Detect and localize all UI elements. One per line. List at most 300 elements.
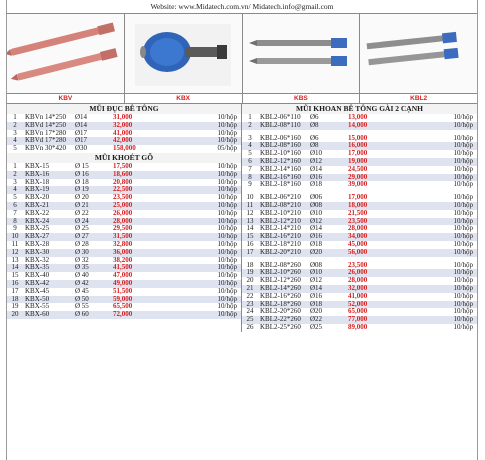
table-row	[7, 145, 241, 153]
price: 21,500	[348, 209, 368, 217]
diameter: Ø 55	[75, 303, 89, 311]
price: 32,000	[113, 121, 133, 129]
table-row	[242, 194, 477, 202]
diameter: Ø18	[310, 300, 323, 308]
photo-kbx	[125, 14, 243, 93]
diameter: Ø16	[310, 173, 323, 181]
row-number: 12	[11, 248, 19, 256]
product-code: KBX-50	[25, 295, 50, 303]
row-number: 3	[13, 129, 17, 137]
diameter: Ø 24	[75, 217, 89, 225]
product-code: KBL2-10*210	[260, 209, 301, 217]
diameter: Ø 35	[75, 264, 89, 272]
row-number: 5	[13, 194, 17, 202]
table-row	[242, 174, 477, 182]
table-row	[7, 272, 241, 280]
diameter: Ø16	[310, 292, 323, 300]
row-number: 26	[246, 323, 254, 331]
product-labels	[7, 94, 477, 104]
table-row	[7, 257, 241, 265]
table-row	[242, 122, 477, 130]
pack-unit: 10/hộp	[217, 248, 237, 256]
table-row	[7, 296, 241, 304]
table-row	[7, 186, 241, 194]
row-number: 15	[246, 233, 254, 241]
product-code: KBL2-08*260	[260, 261, 301, 269]
pack-unit: 10/hộp	[453, 284, 473, 292]
product-code: KBX-60	[25, 311, 50, 319]
table-row	[242, 262, 477, 270]
pack-unit: 10/hộp	[453, 300, 473, 308]
table-row	[7, 210, 241, 218]
row-number: 21	[246, 284, 254, 292]
pack-unit: 10/hộp	[453, 308, 473, 316]
price: 39,000	[348, 181, 368, 189]
chisel-image	[7, 14, 124, 93]
diameter: Ø12	[310, 157, 323, 165]
row-number: 7	[13, 209, 17, 217]
row-number: 9	[248, 181, 252, 189]
table-row	[242, 166, 477, 174]
website-header: Website: www.Midatech.com.vn/ Midatech.info@gmail.com	[7, 0, 477, 14]
sds-bit-image	[360, 14, 477, 93]
label-kbv: KBV	[7, 94, 125, 103]
pack-unit: 10/hộp	[453, 323, 473, 331]
pack-unit: 10/hộp	[453, 134, 473, 142]
diameter: Ø08	[310, 201, 323, 209]
price: 158,000	[113, 145, 136, 153]
pack-unit: 10/hộp	[217, 217, 237, 225]
product-code: KBX-16	[25, 170, 50, 178]
section-title-concrete-chisel: MŨI ĐỤC BÊ TÔNG	[7, 104, 241, 114]
product-code: KBL2-14*160	[260, 165, 301, 173]
product-code: KBL2-16*160	[260, 173, 301, 181]
row-number: 7	[248, 165, 252, 173]
price: 23,500	[348, 261, 368, 269]
product-code: KBL2-16*260	[260, 292, 301, 300]
row-number: 13	[246, 217, 254, 225]
pack-unit: 10/hộp	[453, 142, 473, 150]
product-photos	[7, 14, 477, 94]
diameter: Ø 27	[75, 233, 89, 241]
product-code: KBVn 30*420	[25, 145, 67, 153]
price: 28,000	[348, 277, 368, 285]
product-code: KBL2-25*260	[260, 323, 301, 331]
row-number: 11	[246, 201, 254, 209]
pack-unit: 10/hộp	[217, 209, 237, 217]
product-code: KBL2-14*210	[260, 225, 301, 233]
row-number: 18	[11, 295, 19, 303]
table-row	[7, 264, 241, 272]
pack-unit: 10/hộp	[453, 150, 473, 158]
photo-kbl2	[360, 14, 477, 93]
price: 18,000	[348, 201, 368, 209]
row-number: 13	[11, 256, 19, 264]
product-code: KBX-22	[25, 209, 50, 217]
label-kbx: KBX	[125, 94, 243, 103]
table-row	[7, 202, 241, 210]
price: 22,500	[113, 186, 133, 194]
row-number: 19	[11, 303, 19, 311]
diameter: Ø22	[310, 316, 323, 324]
row-number: 2	[13, 170, 17, 178]
price: 34,000	[348, 233, 368, 241]
pack-unit: 10/hộp	[453, 209, 473, 217]
table-row	[242, 301, 477, 309]
price: 52,000	[348, 300, 368, 308]
pack-unit: 10/hộp	[217, 178, 237, 186]
pack-unit: 10/hộp	[217, 225, 237, 233]
product-code: KBX-35	[25, 264, 50, 272]
table-row	[7, 311, 241, 319]
product-code: KBX-40	[25, 272, 50, 280]
row-number: 17	[11, 287, 19, 295]
pack-unit: 10/hộp	[453, 316, 473, 324]
diameter: Ø 28	[75, 240, 89, 248]
price: 32,800	[113, 240, 133, 248]
diameter: Ø6	[310, 114, 319, 121]
diameter: Ø14	[310, 284, 323, 292]
table-row	[242, 269, 477, 277]
row-number: 5	[13, 145, 17, 153]
table-row	[7, 194, 241, 202]
diameter: Ø08	[310, 261, 323, 269]
product-code: KBX-25	[25, 225, 50, 233]
table-row	[7, 288, 241, 296]
table-row	[242, 241, 477, 249]
pack-unit: 10/hộp	[453, 157, 473, 165]
table-row	[242, 181, 477, 189]
product-code: KBL2-14*260	[260, 284, 301, 292]
left-price-column	[7, 104, 242, 332]
row-number: 8	[13, 217, 17, 225]
table-row	[242, 135, 477, 143]
table-row	[242, 324, 477, 332]
pack-unit: 10/hộp	[217, 129, 237, 137]
product-code: KBL2-12*210	[260, 217, 301, 225]
diameter: Ø20	[310, 248, 323, 256]
table-row	[242, 233, 477, 241]
table-row	[7, 163, 241, 171]
section-title-wood-hole-saw: MŨI KHOÉT GỖ	[7, 153, 241, 163]
row-number: 20	[246, 277, 254, 285]
row-number: 2	[13, 121, 17, 129]
price: 24,500	[348, 165, 368, 173]
diameter: Ø 19	[75, 186, 89, 194]
product-code: KBL2-12*260	[260, 277, 301, 285]
product-code: KBL2-06*160	[260, 134, 301, 142]
table-row	[242, 142, 477, 150]
diameter: Ø 40	[75, 272, 89, 280]
price: 28,000	[348, 225, 368, 233]
row-number: 17	[246, 248, 254, 256]
row-number: 24	[246, 308, 254, 316]
diameter: Ø6	[310, 134, 319, 142]
concrete-chisel-table	[7, 114, 241, 153]
product-code: KBX-30	[25, 248, 50, 256]
price: 16,000	[348, 142, 368, 150]
price: 15,000	[348, 134, 368, 142]
diameter: Ø 50	[75, 295, 89, 303]
diameter: Ø 60	[75, 311, 89, 319]
product-code: KBX-28	[25, 240, 50, 248]
price: 41,500	[113, 264, 133, 272]
product-code: KBL2-18*260	[260, 300, 301, 308]
price: 26,000	[348, 269, 368, 277]
pack-unit: 10/hộp	[217, 137, 237, 145]
diameter: Ø10	[310, 269, 323, 277]
table-row	[242, 225, 477, 233]
row-number: 19	[246, 269, 254, 277]
product-code: KBX-21	[25, 201, 50, 209]
price: 42,000	[113, 137, 133, 145]
price: 59,000	[113, 295, 133, 303]
pack-unit: 10/hộp	[217, 264, 237, 272]
table-row	[7, 225, 241, 233]
product-code: KBL2-06*110	[260, 114, 301, 121]
table-row	[242, 158, 477, 166]
pack-unit: 10/hộp	[217, 272, 237, 280]
pack-unit: 10/hộp	[217, 114, 237, 121]
product-code: KBX-15	[25, 162, 50, 170]
table-row	[7, 280, 241, 288]
diameter: Ø12	[310, 217, 323, 225]
diameter: Ø17	[75, 129, 88, 137]
wood-bit-image	[125, 14, 242, 93]
price: 45,000	[348, 240, 368, 248]
product-code: KBL2-12*160	[260, 157, 301, 165]
product-code: KBX-42	[25, 279, 50, 287]
price: 20,800	[113, 178, 133, 186]
row-number: 10	[246, 194, 254, 202]
row-number: 3	[13, 178, 17, 186]
row-number: 20	[11, 311, 19, 319]
row-number: 2	[248, 121, 252, 129]
table-row	[7, 249, 241, 257]
table-row	[7, 171, 241, 179]
diameter: Ø 32	[75, 256, 89, 264]
product-code: KBL2-20*210	[260, 248, 301, 256]
product-code: KBL2-10*260	[260, 269, 301, 277]
diameter: Ø18	[310, 181, 323, 189]
price: 31,500	[113, 233, 133, 241]
label-kbs: KBS	[243, 94, 361, 103]
pack-unit: 10/hộp	[453, 201, 473, 209]
price: 65,000	[348, 308, 368, 316]
product-code: KBX-45	[25, 287, 50, 295]
row-number: 8	[248, 173, 252, 181]
table-row	[242, 316, 477, 324]
product-code: KBL2-22*260	[260, 316, 301, 324]
row-number: 23	[246, 300, 254, 308]
price: 65,500	[113, 303, 133, 311]
table-row	[7, 218, 241, 226]
price: 47,000	[113, 272, 133, 280]
photo-kbv	[7, 14, 125, 93]
row-number: 1	[248, 114, 252, 121]
row-number: 12	[246, 209, 254, 217]
product-code: KBL2-08*210	[260, 201, 301, 209]
row-number: 1	[13, 114, 17, 121]
photo-kbs	[243, 14, 361, 93]
price: 19,000	[348, 157, 368, 165]
product-code: KBX-32	[25, 256, 50, 264]
diameter: Ø06	[310, 194, 323, 202]
price: 32,000	[348, 284, 368, 292]
row-number: 16	[11, 279, 19, 287]
pack-unit: 10/hộp	[453, 217, 473, 225]
table-row	[7, 137, 241, 145]
row-number: 4	[13, 186, 17, 194]
row-number: 6	[13, 201, 17, 209]
pack-unit: 10/hộp	[453, 248, 473, 256]
table-row	[7, 130, 241, 138]
price: 17,000	[348, 194, 368, 202]
pack-unit: 10/hộp	[217, 311, 237, 319]
diameter: Ø12	[310, 277, 323, 285]
row-number: 6	[248, 157, 252, 165]
drill-bit-image	[243, 14, 360, 93]
price: 36,000	[113, 248, 133, 256]
price: 72,000	[113, 311, 133, 319]
table-row	[7, 303, 241, 311]
table-row	[242, 218, 477, 226]
section-title-concrete-drill: MŨI KHOAN BÊ TÔNG GÀI 2 CẠNH	[242, 104, 477, 114]
table-row	[7, 122, 241, 130]
price: 29,500	[113, 225, 133, 233]
diameter: Ø14	[310, 165, 323, 173]
pack-unit: 10/hộp	[217, 201, 237, 209]
price: 41,000	[113, 129, 133, 137]
concrete-drill-table	[242, 114, 477, 332]
price: 23,500	[348, 217, 368, 225]
row-number: 11	[11, 240, 19, 248]
price: 29,000	[348, 173, 368, 181]
row-number: 25	[246, 316, 254, 324]
product-code: KBL2-08*160	[260, 142, 301, 150]
price: 31,000	[113, 114, 133, 121]
diameter: Ø 21	[75, 201, 89, 209]
table-row	[7, 241, 241, 249]
price: 49,000	[113, 279, 133, 287]
pack-unit: 10/hộp	[217, 170, 237, 178]
pack-unit: 10/hộp	[453, 269, 473, 277]
diameter: Ø10	[310, 150, 323, 158]
table-row	[242, 308, 477, 316]
diameter: Ø 20	[75, 194, 89, 202]
row-number: 9	[13, 225, 17, 233]
price: 26,000	[113, 209, 133, 217]
pack-unit: 05/hộp	[217, 145, 237, 153]
product-code: KBVn 17*280	[25, 129, 67, 137]
pack-unit: 10/hộp	[453, 194, 473, 202]
pack-unit: 10/hộp	[453, 165, 473, 173]
row-number: 3	[248, 134, 252, 142]
row-number: 22	[246, 292, 254, 300]
product-code: KBVn 14*250	[25, 114, 67, 121]
table-row	[242, 210, 477, 218]
table-row	[242, 293, 477, 301]
product-code: KBL2-08*110	[260, 121, 301, 129]
product-code: KBL2-18*210	[260, 240, 301, 248]
row-number: 1	[13, 162, 17, 170]
pack-unit: 10/hộp	[453, 277, 473, 285]
price: 17,000	[348, 150, 368, 158]
diameter: Ø 25	[75, 225, 89, 233]
pack-unit: 10/hộp	[453, 261, 473, 269]
price: 28,000	[113, 217, 133, 225]
row-number: 4	[13, 137, 17, 145]
table-row	[242, 285, 477, 293]
price: 38,200	[113, 256, 133, 264]
product-code: KBX-27	[25, 233, 50, 241]
product-code: KBVd 14*250	[25, 121, 67, 129]
price-tables	[7, 104, 477, 332]
diameter: Ø 45	[75, 287, 89, 295]
diameter: Ø14	[75, 114, 88, 121]
product-code: KBX-24	[25, 217, 50, 225]
price: 25,000	[113, 201, 133, 209]
diameter: Ø17	[75, 137, 88, 145]
product-code: KBL2-06*210	[260, 194, 301, 202]
diameter: Ø10	[310, 209, 323, 217]
table-row	[7, 114, 241, 122]
diameter: Ø14	[75, 121, 88, 129]
pack-unit: 10/hộp	[453, 173, 473, 181]
right-price-column	[242, 104, 477, 332]
diameter: Ø25	[310, 323, 323, 331]
diameter: Ø20	[310, 308, 323, 316]
table-row	[242, 202, 477, 210]
price: 18,600	[113, 170, 133, 178]
pack-unit: 10/hộp	[217, 194, 237, 202]
product-code: KBL2-20*260	[260, 308, 301, 316]
price: 51,500	[113, 287, 133, 295]
diameter: Ø 16	[75, 170, 89, 178]
product-code: KBL2-16*210	[260, 233, 301, 241]
diameter: Ø8	[310, 142, 319, 150]
label-kbl2: KBL2	[410, 95, 428, 102]
table-row	[242, 114, 477, 122]
diameter: Ø 22	[75, 209, 89, 217]
pack-unit: 10/hộp	[453, 233, 473, 241]
table-row	[242, 249, 477, 257]
pack-unit: 10/hộp	[453, 181, 473, 189]
product-code: KBX-18	[25, 178, 50, 186]
pack-unit: 10/hộp	[217, 256, 237, 264]
price: 56,000	[348, 248, 368, 256]
diameter: Ø30	[75, 145, 88, 153]
row-number: 10	[11, 233, 19, 241]
pack-unit: 10/hộp	[453, 121, 473, 129]
pack-unit: 10/hộp	[217, 233, 237, 241]
price: 41,000	[348, 292, 368, 300]
product-code: KBX-19	[25, 186, 50, 194]
product-code: KBVd 17*280	[25, 137, 67, 145]
row-number: 15	[11, 272, 19, 280]
pack-unit: 10/hộp	[217, 287, 237, 295]
row-number: 14	[11, 264, 19, 272]
pack-unit: 10/hộp	[217, 279, 237, 287]
pack-unit: 10/hộp	[217, 303, 237, 311]
product-code: KBX-55	[25, 303, 50, 311]
price: 14,000	[348, 121, 368, 129]
product-code: KBX-20	[25, 194, 50, 202]
product-code: KBL2-10*160	[260, 150, 301, 158]
diameter: Ø18	[310, 240, 323, 248]
pack-unit: 10/hộp	[453, 292, 473, 300]
row-number: 4	[248, 142, 252, 150]
